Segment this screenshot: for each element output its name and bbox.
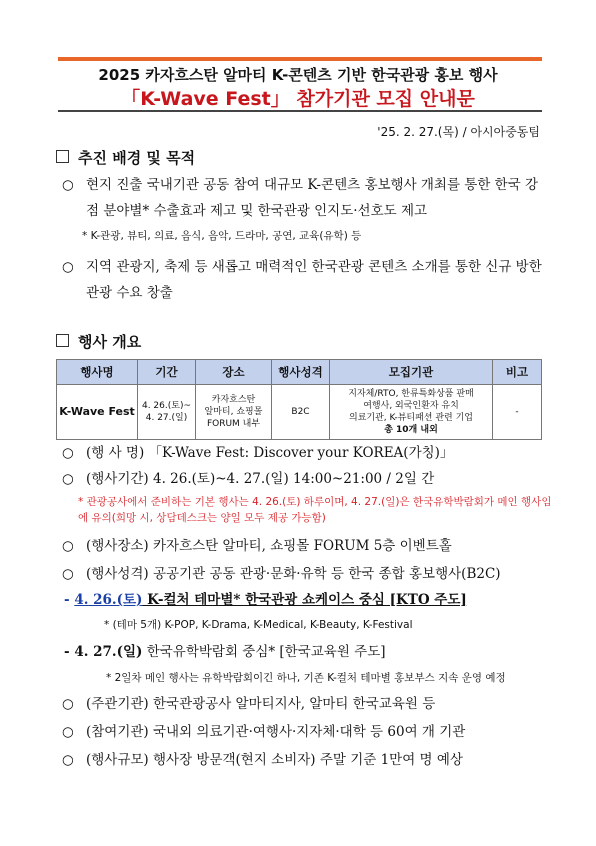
cell-period: 4. 26.(토)~ 4. 27.(일) xyxy=(138,385,196,440)
event-name: K-Wave Fest xyxy=(140,88,271,110)
circle-bullet-icon: ○ xyxy=(62,566,74,582)
purpose-bullet-2 xyxy=(62,254,548,306)
event-overview-table xyxy=(56,359,542,440)
title-top-bar xyxy=(58,57,542,61)
cell-event-name: K-Wave Fest xyxy=(57,385,138,440)
day1-date: 4. 26.(토) xyxy=(74,592,143,608)
circle-bullet-icon: ○ xyxy=(62,471,74,487)
checkbox-square-icon xyxy=(56,150,69,163)
overview-item-name: ○ (행 사 명) 「K-Wave Fest: Discover your KOREA(가칭)」 xyxy=(62,440,548,466)
overview-item-venue: ○ (행사장소) 카자흐스탄 알마티, 쇼핑몰 FORUM 5층 이벤트홀 xyxy=(62,533,548,559)
cell-remark: - xyxy=(493,385,542,440)
day2-date: 4. 27.(일) xyxy=(74,644,143,660)
purpose-bullet-1-text: 현지 진출 국내기관 공동 참여 대규모 K-콘텐츠 홍보행사 개최를 통한 한국 강점 분야별* 수출효과 제고 및 한국관광 인지도·선호도 제고 xyxy=(86,177,539,219)
day1-text: K-컬처 테마별* 한국관광 쇼케이스 중심 [KTO 주도] xyxy=(142,592,467,608)
cell-venue: 카자흐스탄 알마티, 쇼핑몰 FORUM 내부 xyxy=(196,385,272,440)
circle-bullet-icon: ○ xyxy=(62,538,74,554)
table-header: 모집기관 xyxy=(330,360,493,385)
section-heading-text: 행사 개요 xyxy=(78,333,142,351)
circle-bullet-icon: ○ xyxy=(62,177,74,193)
overview-item-scale: ○ (행사규모) 행사장 방문객(현지 소비자) 주말 기준 1만여 명 예상 xyxy=(62,747,548,773)
overview-item-host: ○ (주관기관) 한국관광공사 알마티지사, 알마티 한국교육원 등 xyxy=(62,691,548,717)
circle-bullet-icon: ○ xyxy=(62,696,74,712)
checkbox-square-icon xyxy=(56,334,69,347)
table-row xyxy=(57,385,542,440)
document-title-line2 xyxy=(0,84,596,111)
period-note: * 관광공사에서 준비하는 기본 행사는 4. 26.(토) 하루이며, 4. 27.(일)은 한국유학박람회가 메인 행사임에 유의(희망 시, 상담데스크는 양일 모두 제공 가능함) xyxy=(78,496,552,524)
title-bracket-close: 」 참가기관 모집 안내문 xyxy=(270,88,475,110)
day1-note: * (테마 5개) K-POP, K-Drama, K-Medical, K-Beauty, K-Festival xyxy=(104,619,413,631)
circle-bullet-icon: ○ xyxy=(62,445,74,461)
purpose-note: * K-관광, 뷰티, 의료, 음식, 음악, 드라마, 공연, 교육(유학) 등 xyxy=(82,230,362,242)
document-title-line1: 2025 카자흐스탄 알마티 K-콘텐츠 기반 한국관광 홍보 행사 xyxy=(98,66,498,84)
table-header: 장소 xyxy=(196,360,272,385)
circle-bullet-icon: ○ xyxy=(62,259,74,275)
cell-recruit: 지자체/RTO, 한류특화상품 판매 여행사, 외국인환자 유치 의료기관, K-뷰티패션 관련 기업 총 10개 내외 xyxy=(330,385,493,440)
document-date: '25. 2. 27.(목) / 아시아중동팀 xyxy=(377,125,540,139)
table-header: 기간 xyxy=(138,360,196,385)
table-header: 행사성격 xyxy=(272,360,330,385)
section-heading-text: 추진 배경 및 목적 xyxy=(78,149,196,167)
overview-item-period: ○ (행사기간) 4. 26.(토)~4. 27.(일) 14:00~21:00 / 2일 간 xyxy=(62,466,548,492)
table-header-row xyxy=(57,360,542,385)
day2-text: 한국유학박람회 중심* [한국교육원 주도] xyxy=(142,644,386,660)
day2-note: * 2일차 메인 행사는 유학박람회이긴 하나, 기존 K-컬처 테마별 홍보부스 지속 운영 예정 xyxy=(106,672,506,684)
cell-type: B2C xyxy=(272,385,330,440)
circle-bullet-icon: ○ xyxy=(62,724,74,740)
overview-item-participants: ○ (참여기관) 국내외 의료기관·여행사·지자체·대학 등 60여 개 기관 xyxy=(62,719,548,745)
purpose-bullet-1 xyxy=(62,172,548,224)
day1-line: - 4. 26.(토) K-컬처 테마별* 한국관광 쇼케이스 중심 [KTO 주도] xyxy=(64,592,467,608)
overview-item-nature: ○ (행사성격) 공공기관 공동 관광·문화·유학 등 한국 종합 홍보행사(B2C) xyxy=(62,561,548,587)
section-heading-purpose xyxy=(56,147,195,168)
title-bottom-bar xyxy=(58,110,542,112)
title-bracket-open: 「 xyxy=(121,88,141,110)
table-header: 비고 xyxy=(493,360,542,385)
circle-bullet-icon: ○ xyxy=(62,752,74,768)
day2-line: - 4. 27.(일) 한국유학박람회 중심* [한국교육원 주도] xyxy=(64,644,386,660)
purpose-bullet-2-text: 지역 관광지, 축제 등 새롭고 매력적인 한국관광 콘텐츠 소개를 통한 신규 방한관광 수요 창출 xyxy=(86,259,542,301)
section-heading-overview xyxy=(56,331,141,352)
table-header: 행사명 xyxy=(57,360,138,385)
